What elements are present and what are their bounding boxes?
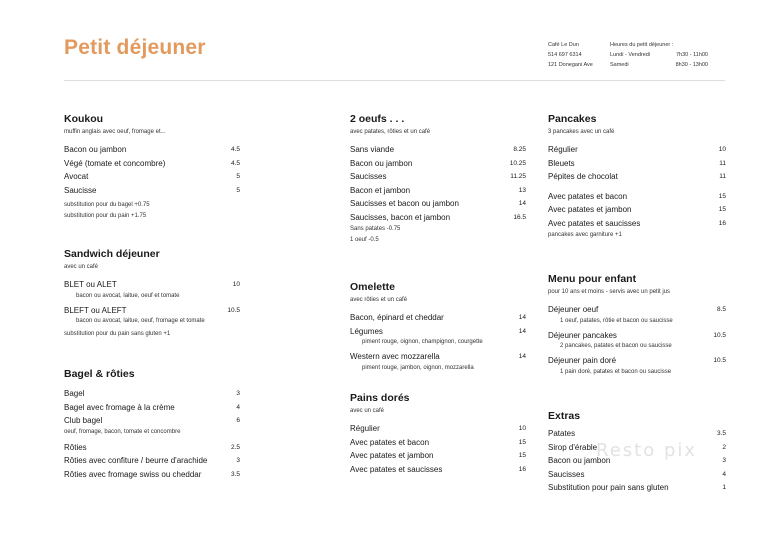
- hours-day: Samedi: [610, 62, 629, 68]
- menu-item: [64, 441, 240, 455]
- hours-row: [610, 50, 708, 60]
- menu-item: [548, 354, 726, 368]
- item-name: Bacon, épinard et cheddar: [350, 313, 444, 322]
- section-title: Bagel & rôties: [64, 368, 135, 380]
- item-price: 10.5: [713, 357, 726, 364]
- menu-item: [548, 157, 726, 171]
- menu-item: [548, 170, 726, 184]
- item-price: 3.5: [230, 470, 240, 478]
- section-title: Pains dorés: [350, 392, 410, 404]
- item-description: 1 oeuf, patates, rôtie et bacon ou saucisse: [560, 317, 673, 324]
- menu-item: [548, 203, 726, 217]
- menu-item: [64, 401, 240, 415]
- item-price: 14: [518, 327, 526, 335]
- section-subtitle: avec patates, rôties et un café: [350, 129, 431, 135]
- menu-item: [548, 190, 726, 204]
- menu-item: [548, 481, 726, 495]
- item-name: Déjeuner pancakes: [548, 330, 617, 340]
- item-name: Déjeuner pain doré: [548, 356, 617, 365]
- menu-item: [64, 278, 240, 292]
- menu-item: [64, 468, 240, 482]
- item-name: Bacon ou jambon: [350, 158, 413, 168]
- item-name: Bacon ou jambon: [64, 145, 127, 154]
- item-name: Saucisses: [350, 172, 387, 181]
- item-price: 14: [518, 200, 526, 207]
- item-price: 10.25: [509, 159, 526, 167]
- menu-item: [64, 414, 240, 428]
- section-menu-enfant: [548, 272, 726, 380]
- item-name: Saucisses: [548, 469, 585, 479]
- section-2-oeufs: [350, 112, 526, 246]
- hours-day: Lundi - Vendredi: [610, 52, 651, 58]
- item-price: 6: [236, 417, 240, 424]
- menu-item: [548, 468, 726, 482]
- item-name: Western avec mozzarella: [350, 352, 440, 361]
- item-price: 8.25: [513, 146, 526, 153]
- page-title: Petit déjeuner: [64, 36, 206, 59]
- header-divider: [64, 80, 725, 81]
- section-pains-dores: [350, 391, 526, 476]
- menu-item: [350, 157, 526, 171]
- item-name: Légumes: [350, 326, 383, 336]
- item-name: Avocat: [64, 172, 89, 181]
- menu-item: [350, 197, 526, 211]
- section-subtitle: 3 pancakes avec un café: [548, 129, 615, 135]
- item-description: 1 pain doré, patates et bacon ou saucisse: [560, 368, 672, 375]
- breakfast-hours: [610, 40, 708, 70]
- item-name: Bagel: [64, 389, 85, 398]
- item-price: 10: [232, 281, 240, 288]
- item-price: 4: [236, 403, 240, 411]
- item-price: 10: [718, 146, 726, 153]
- item-name: Rôties avec fromage swiss ou cheddar: [64, 469, 202, 479]
- menu-item: [548, 217, 726, 231]
- item-name: Substitution pour pain sans gluten: [548, 483, 669, 492]
- item-price: 2.5: [230, 443, 240, 451]
- item-name: Saucisse: [64, 185, 97, 195]
- item-price: 15: [718, 192, 726, 200]
- item-name: Végé (tomate et concombre): [64, 158, 166, 168]
- item-note: substitution pour du pain sans gluten +1: [64, 331, 171, 337]
- item-price: 16: [718, 219, 726, 227]
- item-price: 4.5: [230, 159, 240, 167]
- item-price: 16.5: [513, 213, 526, 221]
- item-price: 5: [236, 173, 240, 180]
- item-note: 1 oeuf -0.5: [350, 237, 379, 243]
- item-name: Régulier: [548, 145, 578, 154]
- item-description: 2 pancakes, patates et bacon ou saucisse: [560, 343, 672, 349]
- item-name: Avec patates et jambon: [350, 451, 434, 460]
- item-name: Avec patates et bacon: [350, 437, 430, 447]
- item-note: substitution pour du bagel +0.75: [64, 202, 150, 208]
- item-name: Avec patates et saucisses: [350, 464, 443, 474]
- item-price: 5: [236, 186, 240, 194]
- menu-item: [350, 436, 526, 450]
- item-price: 2: [722, 443, 726, 451]
- item-name: Saucisses et bacon ou jambon: [350, 199, 459, 208]
- section-title: Koukou: [64, 113, 104, 125]
- menu-item: [350, 463, 526, 477]
- item-name: Bacon et jambon: [350, 185, 411, 195]
- item-price: 15: [518, 452, 526, 459]
- item-price: 4: [722, 470, 726, 478]
- item-name: Déjeuner oeuf: [548, 305, 599, 314]
- menu-item: [548, 143, 726, 157]
- item-name: Bleuets: [548, 158, 575, 168]
- item-price: 15: [518, 438, 526, 446]
- section-omelette: [350, 280, 526, 376]
- hours-title: Heures du petit déjeuner :: [610, 42, 674, 48]
- address-line: 121 Donegani Ave: [548, 62, 593, 68]
- item-price: 3.5: [716, 430, 726, 437]
- item-name: Rôties: [64, 442, 87, 452]
- menu-item: [548, 427, 726, 441]
- item-price: 3: [236, 457, 240, 464]
- item-name: Saucisses, bacon et jambon: [350, 212, 451, 222]
- hours-time: 8h30 - 13h00: [675, 62, 708, 68]
- item-price: 3: [236, 390, 240, 397]
- menu-item: [64, 184, 240, 198]
- item-note: Sans patates -0.75: [350, 226, 401, 232]
- item-description: bacon ou avocat, laitue, oeuf et tomate: [76, 292, 180, 299]
- item-name: Patates: [548, 429, 576, 438]
- menu-item: [64, 143, 240, 157]
- menu-item: [350, 184, 526, 198]
- menu-item: [350, 449, 526, 463]
- address-line: 514 697 6314: [548, 52, 582, 58]
- menu-item: [350, 170, 526, 184]
- menu-item: [350, 325, 526, 339]
- item-price: 15: [718, 206, 726, 213]
- item-price: 13: [518, 186, 526, 194]
- item-note: substitution pour du pain +1.75: [64, 213, 147, 219]
- item-price: 11: [719, 159, 726, 167]
- item-price: 4.5: [230, 146, 240, 153]
- section-title: Sandwich déjeuner: [64, 248, 160, 260]
- menu-item: [548, 303, 726, 317]
- item-name: Avec patates et saucisses: [548, 218, 641, 228]
- menu-item: [350, 311, 526, 325]
- item-name: BLET ou ALET: [64, 280, 117, 289]
- hours-time: 7h30 - 11h00: [675, 52, 708, 58]
- item-price: 16: [518, 465, 526, 473]
- menu-item: [350, 211, 526, 225]
- item-description: piment rouge, jambon, oignon, mozzarella: [362, 364, 474, 371]
- section-bagel: [64, 367, 240, 481]
- menu-item: [64, 387, 240, 401]
- section-title: Menu pour enfant: [548, 273, 637, 285]
- item-name: Sirop d'érable: [548, 442, 598, 452]
- item-name: Bacon ou jambon: [548, 456, 611, 465]
- item-price: 11: [719, 173, 726, 180]
- item-price: 10.5: [227, 306, 240, 314]
- item-name: BLEFT ou ALEFT: [64, 305, 127, 315]
- section-sandwich: [64, 247, 240, 340]
- item-price: 8.5: [716, 306, 726, 313]
- menu-item: [350, 350, 526, 364]
- item-price: 14: [518, 314, 526, 321]
- item-name: Avec patates et jambon: [548, 205, 632, 214]
- item-price: 10.5: [713, 331, 726, 339]
- section-subtitle: avec un café: [64, 264, 99, 270]
- menu-item: [548, 329, 726, 343]
- item-description: oeuf, fromage, bacon, tomate et concombre: [64, 428, 181, 435]
- section-koukou: [64, 112, 240, 222]
- section-title: Omelette: [350, 281, 395, 293]
- item-name: Rôties avec confiture / beurre d'arachide: [64, 456, 208, 465]
- section-title: Pancakes: [548, 113, 597, 125]
- menu-item: [64, 304, 240, 318]
- item-name: Pépites de chocolat: [548, 172, 618, 181]
- menu-item: [64, 454, 240, 468]
- item-price: 14: [518, 353, 526, 360]
- item-price: 10: [518, 425, 526, 432]
- item-description: piment rouge, oignon, champignon, courgette: [362, 339, 483, 345]
- section-subtitle: pour 10 ans et moins - servis avec un petit jus: [548, 289, 671, 295]
- item-price: 11.25: [510, 173, 526, 180]
- menu-item: [64, 170, 240, 184]
- section-title: 2 oeufs . . .: [350, 113, 405, 125]
- item-description: bacon ou avocat, laitue, oeuf, fromage et tomate: [76, 318, 205, 324]
- item-price: 3: [722, 457, 726, 464]
- watermark: Resto pix: [596, 440, 698, 461]
- item-name: Bagel avec fromage à la crème: [64, 402, 175, 412]
- menu-item: [350, 422, 526, 436]
- item-price: 1: [722, 484, 726, 491]
- menu-item: [64, 157, 240, 171]
- item-name: Régulier: [350, 424, 380, 433]
- menu-item: [350, 143, 526, 157]
- hours-row: [610, 60, 708, 70]
- item-name: Sans viande: [350, 145, 395, 154]
- section-subtitle: avec un café: [350, 408, 385, 414]
- section-title: Extras: [548, 410, 581, 422]
- section-pancakes: [548, 112, 726, 241]
- address-line: Café Le Dun: [548, 42, 579, 48]
- item-name: Club bagel: [64, 416, 103, 425]
- item-note: pancakes avec garniture +1: [548, 232, 622, 238]
- item-name: Avec patates et bacon: [548, 191, 628, 201]
- section-subtitle: avec rôties et un café: [350, 297, 408, 303]
- section-subtitle: muffin anglais avec oeuf, fromage et...: [64, 129, 166, 135]
